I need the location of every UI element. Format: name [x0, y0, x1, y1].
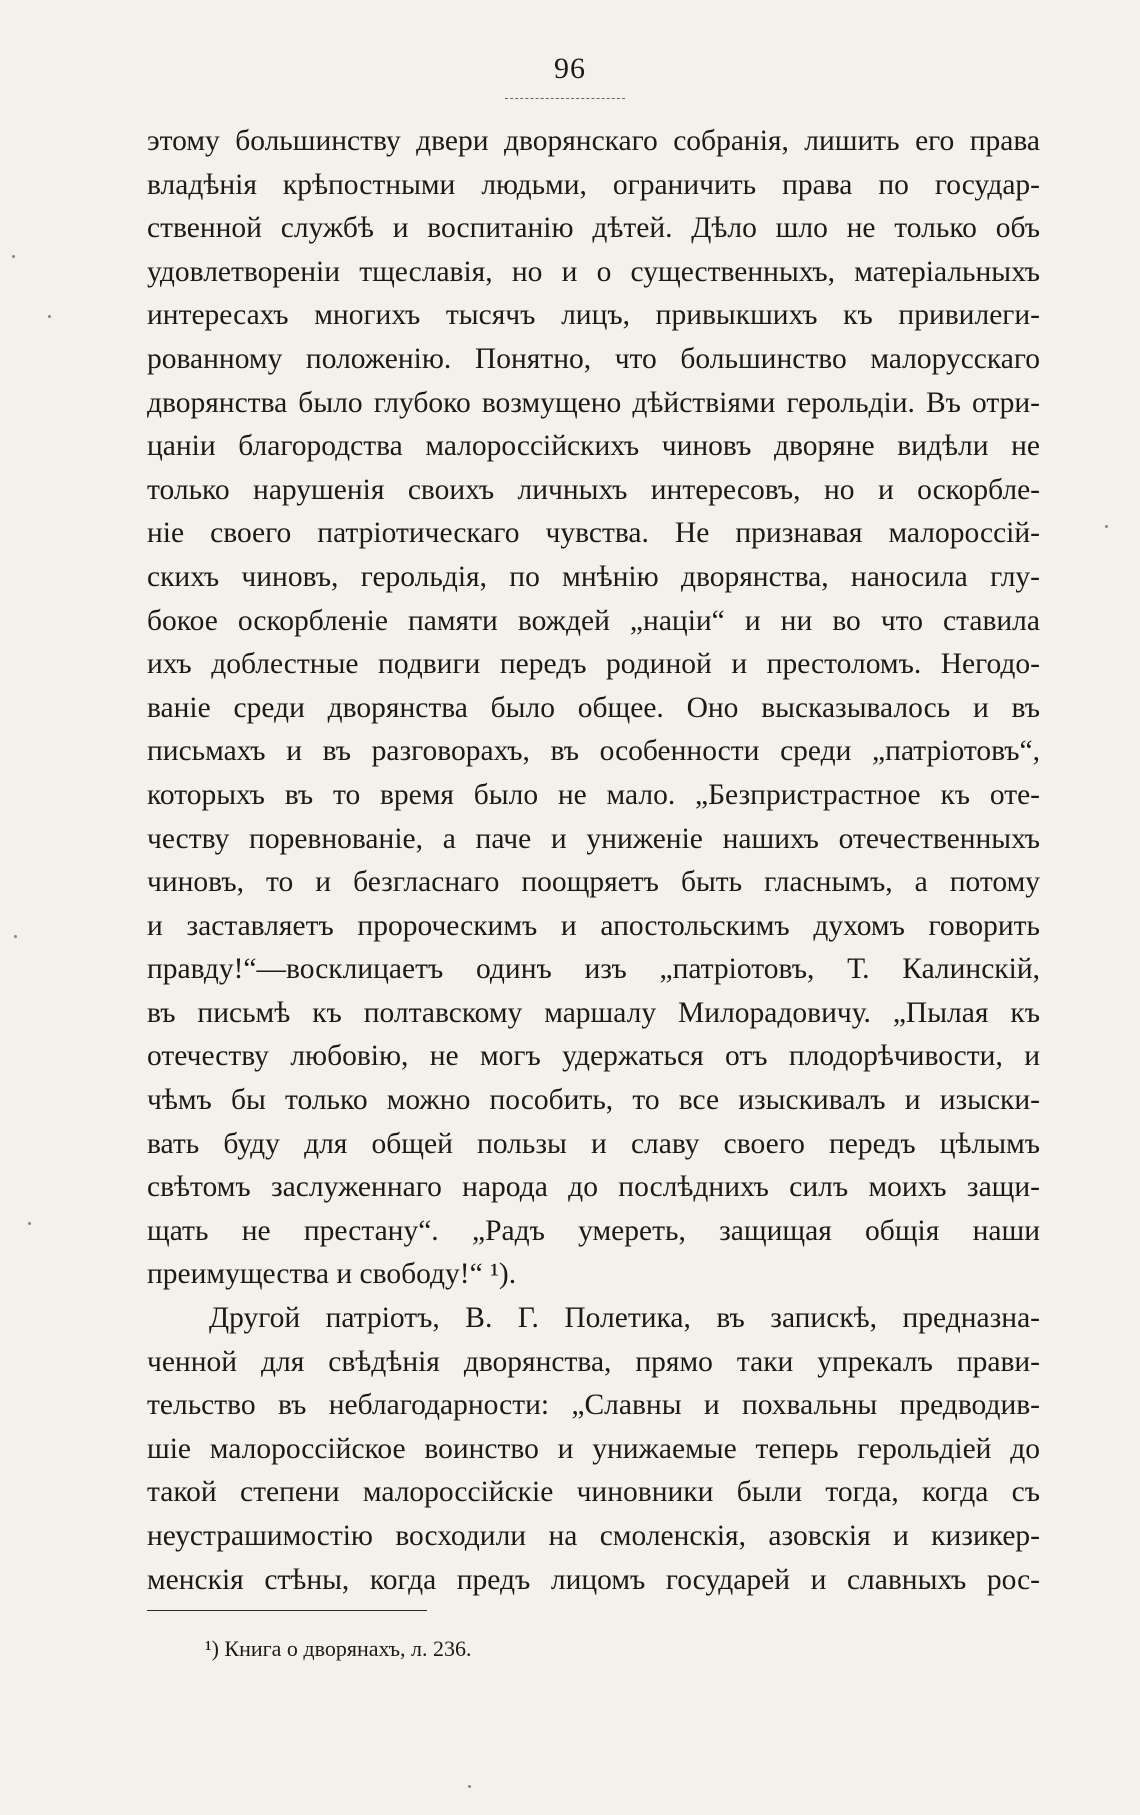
text-line: скихъ чиновъ, герольдія, по мнѣнію дворянства, наносила глу-	[147, 560, 1040, 593]
text-line: Другой патріотъ, В. Г. Полетика, въ запискѣ, предназна-	[209, 1302, 1040, 1335]
text-line: ственной службѣ и воспитанію дѣтей. Дѣло шло не только объ	[147, 212, 1040, 245]
text-line: бокое оскорбленіе памяти вождей „націи“ и ни во что ставила	[147, 604, 1040, 637]
scan-speck	[28, 1222, 31, 1225]
text-line: которыхъ въ то время было не мало. „Безпристрастное къ оте-	[147, 778, 1040, 811]
scan-speck	[48, 315, 51, 318]
body-text	[147, 120, 1040, 1602]
text-line: въ письмѣ къ полтавскому маршалу Милорадовичу. „Пылая къ	[147, 996, 1040, 1029]
scan-speck	[12, 255, 15, 258]
scan-speck	[14, 935, 17, 938]
text-line: чиновъ, то и безгласнаго поощряетъ быть гласнымъ, а потому	[147, 866, 1040, 899]
text-line: ніе своего патріотическаго чувства. Не признавая малороссій-	[147, 517, 1040, 550]
page-number-rule	[505, 98, 625, 99]
text-line: только нарушенія своихъ личныхъ интересовъ, но и оскорбле-	[147, 473, 1040, 506]
scan-speck	[1105, 525, 1108, 528]
text-line: ваніе среди дворянства было общее. Оно высказывалось и въ	[147, 691, 1040, 724]
footnote-rule	[147, 1610, 427, 1611]
footnote-mark: ¹)	[205, 1636, 219, 1661]
text-line: менскія стѣны, когда предъ лицомъ государей и славныхъ рос-	[147, 1563, 1040, 1596]
text-line: удовлетвореніи тщеславія, но и о существенныхъ, матеріальныхъ	[147, 255, 1040, 288]
text-line: ихъ доблестные подвиги передъ родиной и престоломъ. Негодо-	[147, 648, 1040, 681]
text-line: отечеству любовію, не могъ удержаться отъ плодорѣчивости, и	[147, 1040, 1040, 1073]
page-number: 96	[554, 52, 586, 85]
text-line: письмахъ и въ разговорахъ, въ особенности среди „патріотовъ“,	[147, 735, 1040, 768]
text-line: неустрашимостію восходили на смоленскія, азовскія и кизикер-	[147, 1520, 1040, 1552]
text-line: честву поревнованіе, а паче и униженіе нашихъ отечественныхъ	[147, 822, 1040, 855]
text-line: этому большинству двери дворянскаго собранія, лишить его права	[147, 125, 1040, 157]
footnote-text: Книга о дворянахъ, л. 236.	[224, 1636, 472, 1661]
text-line: тельство въ неблагодарности: „Славны и похвальны предводив-	[147, 1389, 1040, 1422]
text-line: вать буду для общей пользы и славу своего передъ цѣлымъ	[147, 1127, 1040, 1160]
text-line: чѣмъ бы только можно пособить, то все изыскивалъ и изыски-	[147, 1084, 1040, 1117]
text-line: дворянства было глубоко возмущено дѣйствіями герольдіи. Въ отри-	[147, 386, 1040, 419]
text-line: свѣтомъ заслуженнаго народа до послѣднихъ силъ моихъ защи-	[147, 1171, 1040, 1204]
text-line: владѣнія крѣпостными людьми, ограничить права по государ-	[147, 168, 1040, 201]
text-line: шіе малороссійское воинство и унижаемые теперь герольдіей до	[147, 1432, 1040, 1465]
scan-speck	[468, 1785, 471, 1788]
footnote	[205, 1634, 472, 1664]
text-line: ченной для свѣдѣнія дворянства, прямо таки упрекалъ прави-	[147, 1345, 1040, 1378]
text-line: интересахъ многихъ тысячъ лицъ, привыкшихъ къ привилеги-	[147, 299, 1040, 332]
text-line: преимущества и свободу!“ ¹).	[147, 1258, 517, 1291]
text-line: правду!“—восклицаетъ одинъ изъ „патріотовъ, Т. Калинскій,	[147, 953, 1040, 986]
text-line: цаніи благородства малороссійскихъ чиновъ дворяне видѣли не	[147, 430, 1040, 463]
text-line: такой степени малороссійскіе чиновники были тогда, когда съ	[147, 1476, 1040, 1509]
text-line: щать не престану“. „Радъ умереть, защищая общія наши	[147, 1214, 1040, 1247]
text-line: и заставляетъ пророческимъ и апостольскимъ духомъ говорить	[147, 909, 1040, 942]
text-line: рованному положенію. Понятно, что большинство малорусскаго	[147, 342, 1040, 375]
